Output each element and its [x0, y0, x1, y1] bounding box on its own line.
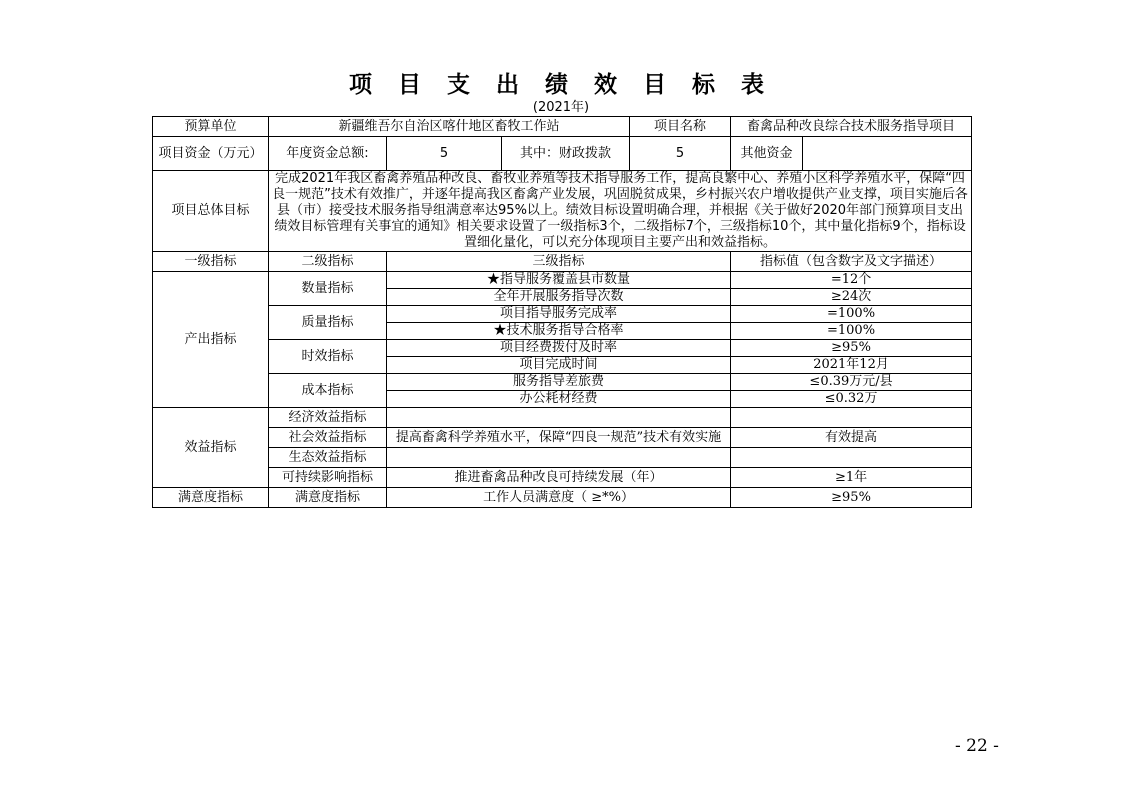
- quality-indicator-label: 质量指标: [269, 306, 387, 340]
- economic-indicator-label: 经济效益指标: [269, 408, 387, 428]
- project-name-value: 畜禽品种改良综合技术服务指导项目: [731, 117, 972, 137]
- col-value-header: 指标值（包含数字及文字描述）: [731, 252, 972, 272]
- indicator-value: 有效提高: [731, 428, 972, 448]
- table-row: [153, 306, 972, 323]
- indicator-value: ≥95%: [731, 488, 972, 508]
- indicator-name: 提高畜禽科学养殖水平，保障“四良一规范”技术有效实施: [387, 428, 731, 448]
- indicator-name: ★技术服务指导合格率: [387, 323, 731, 340]
- page-number: - 22 -: [955, 736, 999, 756]
- ecological-indicator-label: 生态效益指标: [269, 448, 387, 468]
- table-row: [153, 448, 972, 468]
- indicator-name: [387, 408, 731, 428]
- satisfaction-indicator-label: 满意度指标: [153, 488, 269, 508]
- table-row: [153, 137, 972, 171]
- other-funds-label: 其他资金: [731, 137, 803, 171]
- annual-total-value: 5: [387, 137, 502, 171]
- indicator-value: ≥24次: [731, 289, 972, 306]
- indicator-value: 2021年12月: [731, 357, 972, 374]
- indicator-name: 全年开展服务指导次数: [387, 289, 731, 306]
- indicator-value: [731, 408, 972, 428]
- table-row: [153, 468, 972, 488]
- benefit-indicator-label: 效益指标: [153, 408, 269, 488]
- unit-label: 预算单位: [153, 117, 269, 137]
- table-row: [153, 408, 972, 428]
- page-title: 项 目 支 出 绩 效 目 标 表: [348, 72, 774, 98]
- indicator-name: 工作人员满意度（ ≥*%）: [387, 488, 731, 508]
- col-level1-header: 一级指标: [153, 252, 269, 272]
- indicator-name: 办公耗材经费: [387, 391, 731, 408]
- goal-label: 项目总体目标: [153, 171, 269, 252]
- indicator-name: 项目经费拨付及时率: [387, 340, 731, 357]
- indicator-name: 推进畜禽品种改良可持续发展（年）: [387, 468, 731, 488]
- indicator-name: 服务指导差旅费: [387, 374, 731, 391]
- indicator-value: ≤0.39万元/县: [731, 374, 972, 391]
- indicator-name: 项目完成时间: [387, 357, 731, 374]
- indicator-value: ≥1年: [731, 468, 972, 488]
- sustainable-indicator-label: 可持续影响指标: [269, 468, 387, 488]
- table-row: [153, 428, 972, 448]
- table-row: [153, 340, 972, 357]
- of-which-label: 其中：财政拨款: [502, 137, 630, 171]
- quantity-indicator-label: 数量指标: [269, 272, 387, 306]
- col-level2-header: 二级指标: [269, 252, 387, 272]
- indicator-value: [731, 448, 972, 468]
- social-indicator-label: 社会效益指标: [269, 428, 387, 448]
- indicator-name: [387, 448, 731, 468]
- performance-table: [152, 116, 972, 508]
- table-row: [153, 374, 972, 391]
- table-row: [153, 252, 972, 272]
- unit-value: 新疆维吾尔自治区喀什地区畜牧工作站: [269, 117, 630, 137]
- annual-total-label: 年度资金总额:: [269, 137, 387, 171]
- indicator-value: =12个: [731, 272, 972, 289]
- indicator-value: ≥95%: [731, 340, 972, 357]
- indicator-value: ≤0.32万: [731, 391, 972, 408]
- indicator-value: =100%: [731, 306, 972, 323]
- col-level3-header: 三级指标: [387, 252, 731, 272]
- table-row: [153, 117, 972, 137]
- table-row: [153, 272, 972, 289]
- indicator-name: 项目指导服务完成率: [387, 306, 731, 323]
- indicator-value: =100%: [731, 323, 972, 340]
- indicator-name: ★指导服务覆盖县市数量: [387, 272, 731, 289]
- year-subtitle: (2021年): [532, 100, 590, 115]
- project-name-label: 项目名称: [630, 117, 731, 137]
- other-funds-value: [803, 137, 972, 171]
- of-which-value: 5: [630, 137, 731, 171]
- satisfaction-sub-label: 满意度指标: [269, 488, 387, 508]
- funds-label: 项目资金（万元）: [153, 137, 269, 171]
- output-indicator-label: 产出指标: [153, 272, 269, 408]
- cost-indicator-label: 成本指标: [269, 374, 387, 408]
- goal-text: 完成2021年我区畜禽养殖品种改良、畜牧业养殖等技术指导服务工作，提高良繁中心、养殖小区科学养殖水平，保障“四良一规范”技术有效推广，并逐年提高我区畜禽产业发展，巩固脱贫成果，乡村振兴农户增收提供产业支撑，项目实施后各县（市）接受技术服务指导组满意率达95%以上。绩效目标设置明确合理，并根据《关于做好2020年部门预算项目支出绩效目标管理有关事宜的通知》相关要求设置了一级指标3个，二级指标7个，三级指标10个，其中量化指标9个，指标设置细化量化，可以充分体现项目主要产出和效益指标。: [269, 171, 972, 252]
- table-row: [153, 171, 972, 252]
- timeliness-indicator-label: 时效指标: [269, 340, 387, 374]
- table-row: [153, 488, 972, 508]
